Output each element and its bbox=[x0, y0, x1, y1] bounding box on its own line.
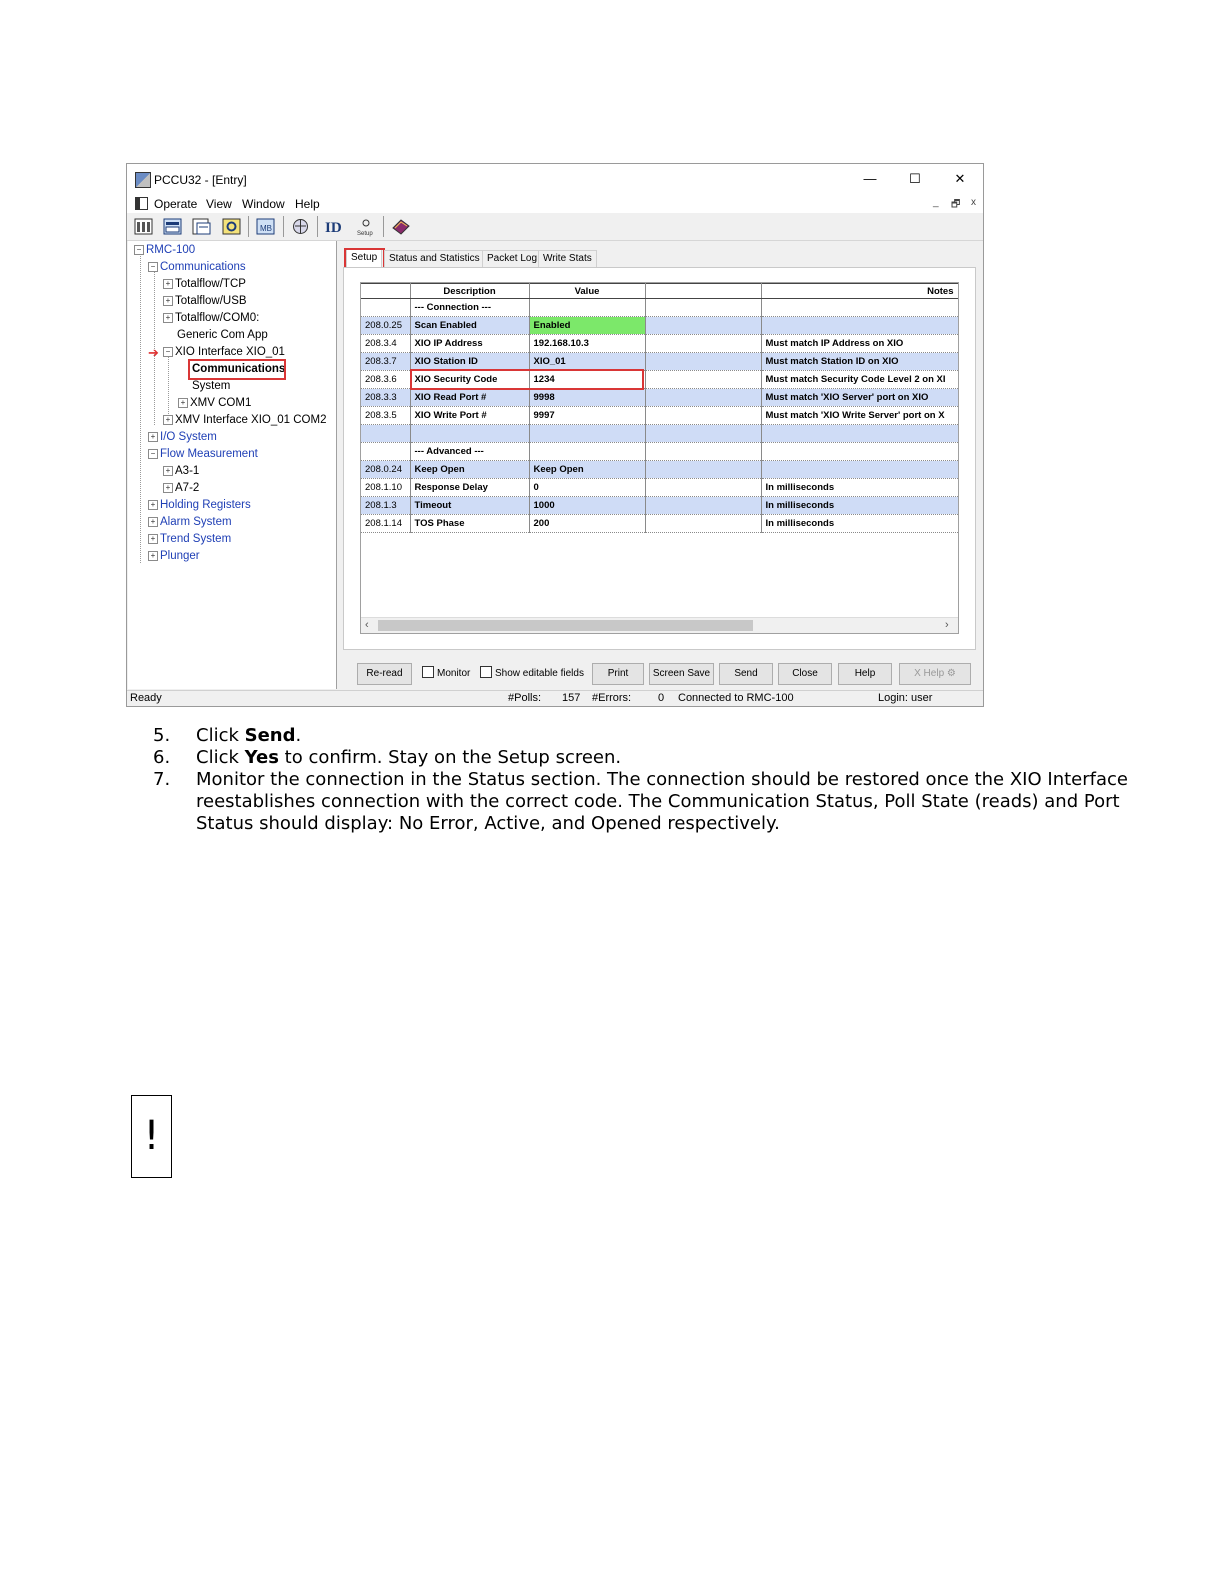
step-text-end: . bbox=[295, 725, 302, 746]
red-arrow-icon: ➔ bbox=[148, 345, 159, 360]
table-row bbox=[361, 443, 958, 461]
login-status: Login: user bbox=[878, 692, 933, 704]
caution-icon: ! bbox=[131, 1095, 172, 1178]
row-id: 208.1.14 bbox=[361, 515, 410, 533]
row-value[interactable]: 0 bbox=[529, 479, 645, 497]
row-description: Response Delay bbox=[410, 479, 529, 497]
menu-bar bbox=[127, 195, 983, 213]
tree-item-io[interactable]: + I/O System bbox=[148, 431, 217, 443]
row-notes bbox=[761, 443, 958, 461]
screen-save-button[interactable]: Screen Save bbox=[649, 663, 714, 685]
collapse-icon[interactable]: − bbox=[148, 449, 158, 459]
expand-icon[interactable]: + bbox=[163, 279, 173, 289]
row-id: 208.1.3 bbox=[361, 497, 410, 515]
scroll-left-icon[interactable]: ‹ bbox=[365, 619, 369, 631]
tree-item-xio-communications[interactable]: Communications bbox=[192, 363, 286, 375]
tab-setup[interactable]: Setup bbox=[346, 249, 382, 267]
row-value[interactable]: XIO_01 bbox=[529, 353, 645, 371]
expand-icon[interactable]: + bbox=[163, 313, 173, 323]
tree-item-rmc[interactable]: − RMC-100 bbox=[134, 244, 195, 256]
table-row bbox=[361, 515, 958, 533]
tree-item-flow[interactable]: − Flow Measurement bbox=[148, 448, 258, 460]
status-ready: Ready bbox=[130, 692, 162, 704]
row-spacer bbox=[645, 335, 761, 353]
row-value[interactable]: 1234 bbox=[529, 371, 645, 389]
scroll-thumb[interactable] bbox=[378, 620, 753, 631]
menu-window[interactable]: Window bbox=[242, 197, 285, 211]
row-description: --- Connection --- bbox=[410, 299, 529, 317]
toolbar-separator bbox=[317, 216, 318, 237]
svg-text:Setup: Setup bbox=[357, 231, 373, 237]
meter-icon[interactable] bbox=[255, 216, 276, 237]
status-bar bbox=[127, 690, 983, 707]
row-description: TOS Phase bbox=[410, 515, 529, 533]
row-description: --- Advanced --- bbox=[410, 443, 529, 461]
table-row bbox=[361, 407, 958, 425]
table-row bbox=[361, 353, 958, 371]
toolbar-separator bbox=[383, 216, 384, 237]
errors-value: 0 bbox=[658, 692, 665, 704]
svg-text:ID: ID bbox=[325, 220, 342, 236]
column-header[interactable]: Notes bbox=[761, 284, 958, 299]
row-id: 208.3.7 bbox=[361, 353, 410, 371]
close-window-button[interactable]: ✕ bbox=[954, 171, 966, 186]
id-icon[interactable] bbox=[324, 216, 345, 237]
row-description: XIO Station ID bbox=[410, 353, 529, 371]
row-spacer bbox=[645, 515, 761, 533]
table-row bbox=[361, 479, 958, 497]
document-icon bbox=[135, 197, 148, 210]
toolbar bbox=[127, 213, 983, 241]
row-description: XIO IP Address bbox=[410, 335, 529, 353]
row-description: XIO Write Port # bbox=[410, 407, 529, 425]
row-description: XIO Read Port # bbox=[410, 389, 529, 407]
entry-icon[interactable] bbox=[133, 216, 154, 237]
row-notes: In milliseconds bbox=[761, 479, 958, 497]
row-value[interactable]: 1000 bbox=[529, 497, 645, 515]
row-value[interactable]: Keep Open bbox=[529, 461, 645, 479]
step-bold: Send bbox=[244, 725, 296, 746]
row-value[interactable] bbox=[529, 443, 645, 461]
expand-icon[interactable]: + bbox=[148, 517, 158, 527]
tab-packet-log[interactable]: Packet Log bbox=[482, 250, 542, 267]
row-description bbox=[410, 425, 529, 443]
instruction-steps bbox=[153, 725, 1153, 835]
tree-item-xmv-com1[interactable]: + XMV COM1 bbox=[178, 397, 251, 409]
row-id: 208.3.5 bbox=[361, 407, 410, 425]
monitor-checkbox[interactable]: Monitor bbox=[422, 666, 470, 679]
row-value[interactable] bbox=[529, 425, 645, 443]
network-icon[interactable] bbox=[290, 216, 311, 237]
table-row bbox=[361, 497, 958, 515]
report-icon[interactable] bbox=[191, 216, 212, 237]
step-text: Click bbox=[196, 747, 245, 768]
data-grid bbox=[360, 282, 959, 634]
tree-item-xio[interactable]: − XIO Interface XIO_01 bbox=[163, 346, 285, 358]
setup-table bbox=[361, 283, 959, 533]
gear-icon: ⚙ bbox=[946, 668, 956, 679]
tree-item-xio-system[interactable]: System bbox=[192, 380, 231, 392]
row-description: Timeout bbox=[410, 497, 529, 515]
table-row bbox=[361, 389, 958, 407]
row-spacer bbox=[645, 461, 761, 479]
mdi-restore-button[interactable]: 🗗 bbox=[951, 199, 961, 210]
row-notes: Must match Security Code Level 2 on XI bbox=[761, 371, 958, 389]
collapse-icon[interactable]: − bbox=[163, 347, 173, 357]
title-bar bbox=[127, 164, 983, 195]
step-6 bbox=[153, 747, 1153, 769]
menu-operate[interactable]: Operate bbox=[154, 197, 198, 211]
step-text: Monitor the connection in the Status section. The connection should be restored once the XIO Interface reestablishes connection with the correct code. The Communication Status, Poll State (reads) and Port Status should display: No Error, Active, and Opened respectively. bbox=[196, 769, 1128, 834]
row-spacer bbox=[645, 353, 761, 371]
row-id: 208.0.24 bbox=[361, 461, 410, 479]
minimize-button[interactable]: — bbox=[863, 171, 877, 186]
row-spacer bbox=[645, 443, 761, 461]
column-header[interactable] bbox=[361, 284, 410, 299]
setup-panel bbox=[338, 241, 982, 689]
tree-item-tcp[interactable]: + Totalflow/TCP bbox=[163, 278, 246, 290]
table-row bbox=[361, 425, 958, 443]
menu-help[interactable]: Help bbox=[295, 197, 320, 211]
expand-icon[interactable]: + bbox=[163, 483, 173, 493]
expand-icon[interactable]: + bbox=[148, 432, 158, 442]
tree-item-com0[interactable]: + Totalflow/COM0: bbox=[163, 312, 259, 324]
tree-item-holding[interactable]: + Holding Registers bbox=[148, 499, 251, 511]
calculator-icon[interactable] bbox=[162, 216, 183, 237]
row-notes bbox=[761, 299, 958, 317]
row-spacer bbox=[645, 317, 761, 335]
table-row bbox=[361, 461, 958, 479]
tree-item-trend[interactable]: + Trend System bbox=[148, 533, 231, 545]
row-spacer bbox=[645, 497, 761, 515]
book-icon[interactable] bbox=[390, 216, 411, 237]
row-description: XIO Security Code bbox=[410, 371, 529, 389]
tree-item-generic[interactable]: Generic Com App bbox=[177, 329, 268, 341]
close-button[interactable]: Close bbox=[778, 663, 832, 685]
row-value[interactable]: 9997 bbox=[529, 407, 645, 425]
tree-item-a31[interactable]: + A3-1 bbox=[163, 465, 199, 477]
collapse-icon[interactable]: − bbox=[134, 245, 144, 255]
help-button[interactable]: Help bbox=[838, 663, 892, 685]
step-number: 7. bbox=[153, 769, 171, 790]
row-value[interactable] bbox=[529, 299, 645, 317]
tree-guide bbox=[140, 253, 141, 563]
step-bold: Yes bbox=[244, 747, 279, 768]
row-id bbox=[361, 425, 410, 443]
row-notes: In milliseconds bbox=[761, 497, 958, 515]
row-description: Keep Open bbox=[410, 461, 529, 479]
print-button[interactable]: Print bbox=[592, 663, 644, 685]
row-value[interactable]: Enabled bbox=[529, 317, 645, 335]
tab-write-stats[interactable]: Write Stats bbox=[538, 250, 597, 267]
errors-label: #Errors: bbox=[592, 692, 632, 704]
row-notes: Must match 'XIO Write Server' port on X bbox=[761, 407, 958, 425]
row-value[interactable]: 200 bbox=[529, 515, 645, 533]
step-text-end: to confirm. Stay on the Setup screen. bbox=[278, 747, 622, 768]
column-header[interactable] bbox=[645, 284, 761, 299]
row-id: 208.3.4 bbox=[361, 335, 410, 353]
show-editable-checkbox[interactable]: Show editable fields bbox=[480, 666, 584, 679]
table-header-row bbox=[361, 284, 958, 299]
window-title: PCCU32 - [Entry] bbox=[154, 173, 247, 187]
table-row bbox=[361, 299, 958, 317]
tab-panel bbox=[343, 267, 976, 650]
polls-label: #Polls: bbox=[508, 692, 542, 704]
row-notes bbox=[761, 317, 958, 335]
highlight-box bbox=[188, 359, 286, 380]
row-notes: Must match 'XIO Server' port on XIO bbox=[761, 389, 958, 407]
row-id: 208.3.3 bbox=[361, 389, 410, 407]
row-notes: In milliseconds bbox=[761, 515, 958, 533]
row-spacer bbox=[645, 479, 761, 497]
tree-item-a72[interactable]: + A7-2 bbox=[163, 482, 199, 494]
column-header[interactable]: Value bbox=[529, 284, 645, 299]
row-id bbox=[361, 443, 410, 461]
tree-item-alarm[interactable]: + Alarm System bbox=[148, 516, 232, 528]
row-value[interactable]: 192.168.10.3 bbox=[529, 335, 645, 353]
maximize-button[interactable]: ☐ bbox=[909, 171, 921, 186]
table-row bbox=[361, 317, 958, 335]
menu-view[interactable]: View bbox=[206, 197, 232, 211]
tree-item-usb[interactable]: + Totalflow/USB bbox=[163, 295, 247, 307]
step-7 bbox=[153, 769, 1153, 835]
step-5 bbox=[153, 725, 1153, 747]
tree-guide bbox=[168, 354, 169, 416]
row-notes: Must match IP Address on XIO bbox=[761, 335, 958, 353]
pccu-window bbox=[126, 163, 984, 707]
mdi-minimize-button[interactable]: _ bbox=[933, 197, 939, 208]
row-id: 208.3.6 bbox=[361, 371, 410, 389]
toolbar-separator bbox=[283, 216, 284, 237]
expand-icon[interactable]: + bbox=[163, 296, 173, 306]
highlight-box bbox=[410, 369, 644, 390]
step-number: 6. bbox=[153, 747, 171, 768]
expand-icon[interactable]: + bbox=[178, 398, 188, 408]
row-description: Scan Enabled bbox=[410, 317, 529, 335]
row-spacer bbox=[645, 371, 761, 389]
xhelp-button[interactable]: X Help ⚙ bbox=[899, 663, 971, 685]
navigation-tree bbox=[128, 241, 337, 689]
connection-status: Connected to RMC-100 bbox=[678, 692, 794, 704]
row-spacer bbox=[645, 425, 761, 443]
expand-icon[interactable]: + bbox=[163, 466, 173, 476]
mdi-close-button[interactable]: x bbox=[971, 197, 976, 208]
polls-value: 157 bbox=[562, 692, 581, 704]
tab-status-statistics[interactable]: Status and Statistics bbox=[384, 250, 485, 267]
expand-icon[interactable]: + bbox=[148, 534, 158, 544]
collapse-icon[interactable]: − bbox=[148, 262, 158, 272]
svg-text:MB: MB bbox=[260, 224, 272, 233]
row-id bbox=[361, 299, 410, 317]
expand-icon[interactable]: + bbox=[148, 500, 158, 510]
toolbar-separator bbox=[248, 216, 249, 237]
checkbox-icon[interactable] bbox=[422, 666, 434, 678]
tree-item-plunger[interactable]: + Plunger bbox=[148, 550, 200, 562]
step-number: 5. bbox=[153, 725, 171, 746]
reread-button[interactable]: Re-read bbox=[357, 663, 412, 685]
row-spacer bbox=[645, 407, 761, 425]
send-button[interactable]: Send bbox=[719, 663, 773, 685]
row-notes: Must match Station ID on XIO bbox=[761, 353, 958, 371]
checkbox-icon[interactable] bbox=[480, 666, 492, 678]
row-spacer bbox=[645, 299, 761, 317]
table-row bbox=[361, 335, 958, 353]
scroll-right-icon[interactable]: › bbox=[945, 619, 949, 631]
horizontal-scrollbar[interactable] bbox=[361, 617, 958, 633]
row-spacer bbox=[645, 389, 761, 407]
expand-icon[interactable]: + bbox=[163, 415, 173, 425]
row-value[interactable]: 9998 bbox=[529, 389, 645, 407]
step-text: Click bbox=[196, 725, 245, 746]
app-icon bbox=[135, 172, 151, 188]
expand-icon[interactable]: + bbox=[148, 551, 158, 561]
column-header[interactable]: Description bbox=[410, 284, 529, 299]
tree-item-communications[interactable]: − Communications bbox=[148, 261, 246, 273]
row-notes bbox=[761, 461, 958, 479]
row-id: 208.1.10 bbox=[361, 479, 410, 497]
tree-item-xmv-interface[interactable]: + XMV Interface XIO_01 COM2 bbox=[163, 414, 326, 426]
setup-icon[interactable] bbox=[355, 216, 376, 237]
row-id: 208.0.25 bbox=[361, 317, 410, 335]
row-notes bbox=[761, 425, 958, 443]
refresh-icon[interactable] bbox=[221, 216, 242, 237]
